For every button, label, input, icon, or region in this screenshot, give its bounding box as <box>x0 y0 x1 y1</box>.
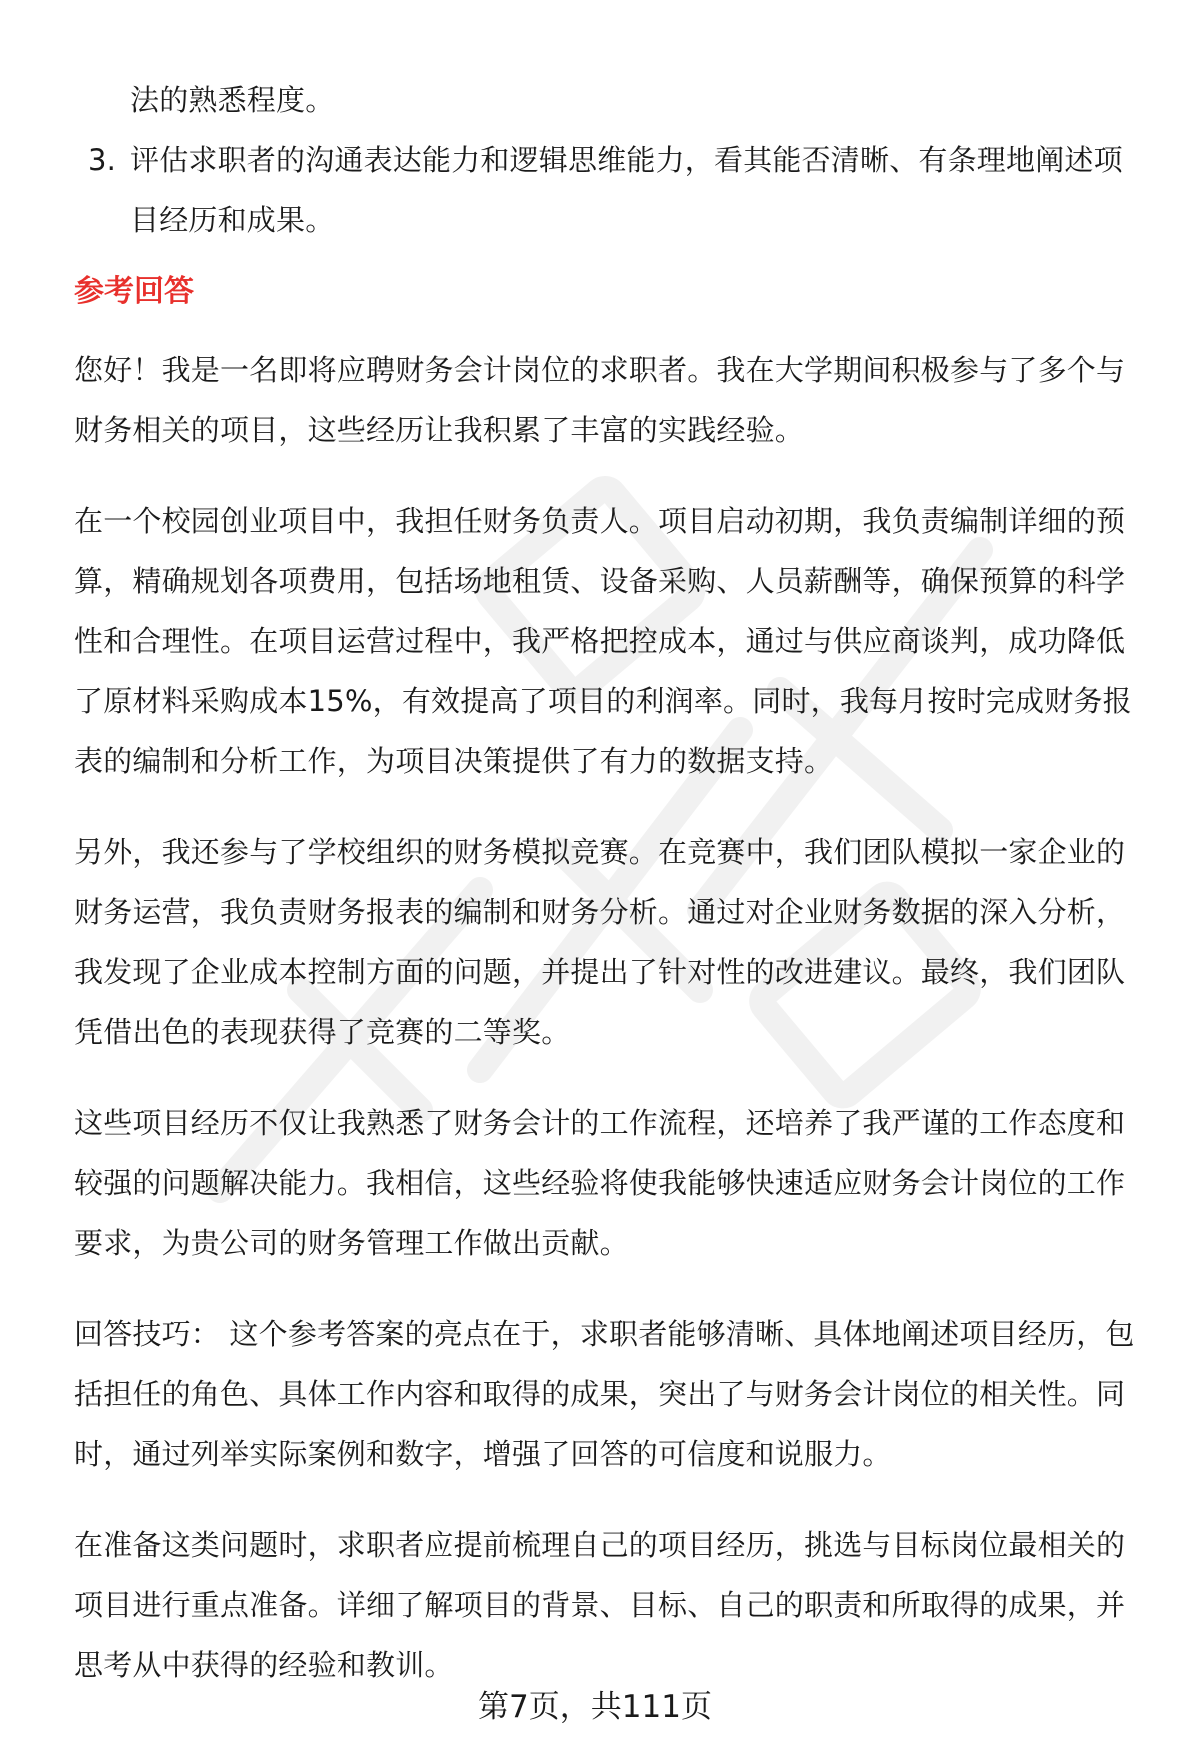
list-number: 3. <box>88 143 117 177</box>
list-item-line: 评估求职者的沟通表达能力和逻辑思维能力，看其能否清晰、有条理地阐述项 <box>130 143 1123 177</box>
paragraph-line: 括担任的角色、具体工作内容和取得的成果，突出了与财务会计岗位的相关性。同 <box>74 1377 1126 1411</box>
paragraph-line: 项目进行重点准备。详细了解项目的背景、目标、自己的职责和所取得的成果，并 <box>74 1588 1126 1622</box>
paragraph-competition <box>74 822 1164 1062</box>
paragraph-line: 算，精确规划各项费用，包括场地租赁、设备采购、人员薪酬等，确保预算的科学 <box>74 564 1126 598</box>
paragraph-line: 在一个校园创业项目中，我担任财务负责人。项目启动初期，我负责编制详细的预 <box>74 504 1126 538</box>
paragraph-line: 在准备这类问题时，求职者应提前梳理自己的项目经历，挑选与目标岗位最相关的 <box>74 1528 1126 1562</box>
paragraph-preparation <box>74 1515 1164 1695</box>
paragraph-line: 性和合理性。在项目运营过程中，我严格把控成本，通过与供应商谈判，成功降低 <box>74 624 1126 658</box>
paragraph-line: 财务相关的项目，这些经历让我积累了丰富的实践经验。 <box>74 413 805 447</box>
paragraph-line: 思考从中获得的经验和教训。 <box>74 1648 454 1682</box>
paragraph-line: 财务运营，我负责财务报表的编制和财务分析。通过对企业财务数据的深入分析， <box>74 895 1126 929</box>
section-heading: 参考回答 <box>74 274 194 309</box>
paragraph-line: 我发现了企业成本控制方面的问题，并提出了针对性的改进建议。最终，我们团队 <box>74 955 1126 989</box>
document-body <box>74 70 1164 1695</box>
paragraph-summary <box>74 1093 1164 1273</box>
paragraph-line: 表的编制和分析工作，为项目决策提供了有力的数据支持。 <box>74 744 834 778</box>
paragraph-line: 凭借出色的表现获得了竞赛的二等奖。 <box>74 1015 571 1049</box>
paragraph-answer-tips <box>74 1304 1164 1484</box>
paragraph-line: 要求，为贵公司的财务管理工作做出贡献。 <box>74 1226 629 1260</box>
paragraph-line: 时，通过列举实际案例和数字，增强了回答的可信度和说服力。 <box>74 1437 892 1471</box>
paragraph-line: 较强的问题解决能力。我相信，这些经验将使我能够快速适应财务会计岗位的工作 <box>74 1166 1126 1200</box>
list-item-3 <box>74 130 1164 250</box>
paragraph-line: 回答技巧： 这个参考答案的亮点在于，求职者能够清晰、具体地阐述项目经历，包 <box>74 1317 1135 1351</box>
paragraph-line: 这些项目经历不仅让我熟悉了财务会计的工作流程，还培养了我严谨的工作态度和 <box>74 1106 1126 1140</box>
paragraph-line: 您好！我是一名即将应聘财务会计岗位的求职者。我在大学期间积极参与了多个与 <box>74 353 1126 387</box>
list-item-line: 目经历和成果。 <box>130 203 335 237</box>
list-item-2-continuation: 法的熟悉程度。 <box>130 83 335 117</box>
paragraph-line: 另外，我还参与了学校组织的财务模拟竞赛。在竞赛中，我们团队模拟一家企业的 <box>74 835 1126 869</box>
paragraph-campus-project <box>74 491 1164 791</box>
page-number-footer: 第7页，共111页 <box>478 1689 712 1725</box>
paragraph-line: 了原材料采购成本15%，有效提高了项目的利润率。同时，我每月按时完成财务报 <box>74 684 1132 718</box>
paragraph-intro <box>74 340 1164 460</box>
